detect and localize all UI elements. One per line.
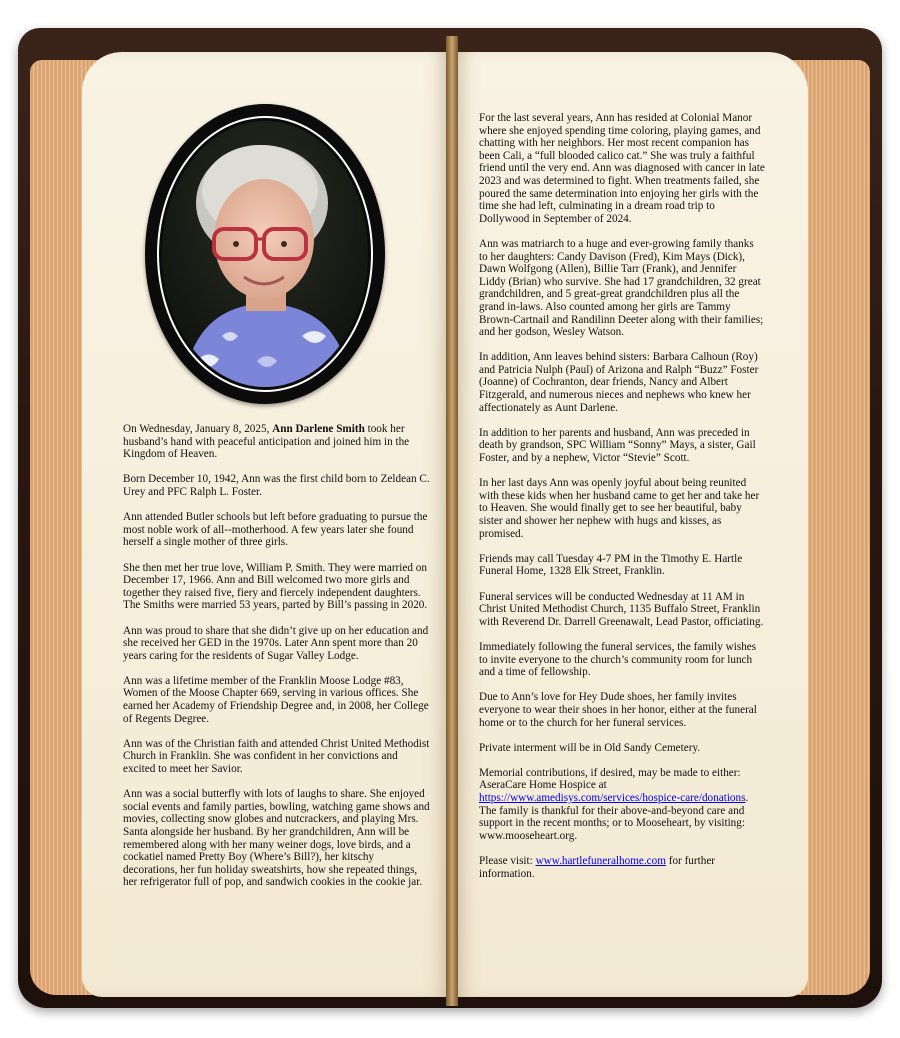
amedisys-donation-link[interactable]: https://www.amedisys.com/services/hospice-care/donations	[479, 792, 746, 805]
faith-paragraph: Ann was of the Christian faith and attended Christ United Methodist Church in Franklin. She was confident in her convictions and excited to meet her Savior.	[123, 737, 430, 776]
interment-paragraph: Private interment will be in Old Sandy Cemetery.	[479, 741, 701, 754]
deceased-name: Ann Darlene Smith	[272, 423, 365, 435]
intro-text-cont: took her husband’s hand with peaceful anticipation and joined him in the Kingdom of Heaven.	[123, 423, 410, 461]
sisters-paragraph: In addition, Ann leaves behind sisters: Barbara Calhoun (Roy) and Patricia Nulph (Paul) of Arizona and Ralph “Buzz” Foster (Joanne) of Cochranton, dear friends, Nancy and Albert Fitzgerald, and numerous nieces and nephews who knew her affectionately as Aunt Darlene.	[479, 351, 759, 414]
marriage-paragraph: She then met her true love, William P. Smith. They were married on December 17, 1966. Ann and Bill welcomed two more girls and together they raised five, fiery and fiercely independent daughters. The Smiths were married 53 years, parted by Bill’s passing in 2020.	[123, 561, 428, 612]
hobbies-paragraph: Ann was a social butterfly with lots of laughs to share. She enjoyed social events and family parties, bowling, watching game shows and movies, collecting snow globes and nutcrackers, and playing Mrs. Santa alongside her husband. By her grandchildren, Ann will be remembered along with her many weiner dogs, love birds, and a cockatiel named Pretty Boy (Where’s Bill?), her kitschy decorations, her fun holiday sweatshirts, how she repeated things, her refrigerator full of pop, and sandwich cookies in the cookie jar.	[123, 788, 430, 889]
right-column-text	[479, 112, 765, 893]
preceded-paragraph: In addition to her parents and husband, Ann was preceded in death by grandson, SPC William “Sonny” Mays, a sister, Gail Foster, and by a nephew, Victor “Stevie” Scott.	[479, 426, 756, 465]
memorial-paragraph	[479, 767, 765, 843]
memorial-text-cont: . The family is thankful for their above-and-beyond care and support in the recent months; or to Mooseheart, by visiting: www.mooseheart.org.	[479, 792, 749, 842]
funeral-paragraph: Funeral services will be conducted Wednesday at 11 AM in Christ United Methodist Church, 1135 Buffalo Street, Franklin with Reverend Dr. Darrell Greenawalt, Lead Pastor, officiating.	[479, 590, 764, 628]
memorial-text: Memorial contributions, if desired, may be made to either: AseraCare Home Hospice at	[479, 766, 741, 792]
visit-paragraph	[479, 855, 765, 880]
moose-lodge-paragraph: Ann was a lifetime member of the Franklin Moose Lodge #83, Women of the Moose Chapter 669, serving in various offices. She earned her Academy of Friendship Degree and, in 2008, her College of Regents Degree.	[123, 674, 429, 725]
funeral-home-link[interactable]: www.hartlefuneralhome.com	[535, 855, 666, 868]
colonial-manor-paragraph: For the last several years, Ann has resided at Colonial Manor where she enjoyed spending time coloring, playing games, and chatting with her neighbors. Her most recent companion has been Cali, a “full blooded calico cat.” She was truly a faithful friend until the very end. Ann was diagnosed with cancer in late 2023 and was determined to fight. When treatments failed, she poured the same determination into enjoying her girls with the time she had left, culminating in a dream road trip to Dollywood in September of 2024.	[479, 112, 765, 225]
visit-text-cont: for further information.	[479, 855, 716, 880]
left-column-text	[123, 423, 431, 902]
education-paragraph: Ann attended Butler schools but left before graduating to pursue the most noble work of all--motherhood. A few years later she found herself a single mother of three girls.	[123, 511, 428, 549]
career-paragraph: Ann was proud to share that she didn’t give up on her education and she received her GED in the 1970s. Later Ann spent more than 20 years caring for the residents of Sugar Valley Lodge.	[123, 624, 429, 662]
fellowship-paragraph: Immediately following the funeral services, the family wishes to invite everyone to the church’s community room for lunch and a time of fellowship.	[479, 640, 757, 679]
birth-paragraph: Born December 10, 1942, Ann was the first child born to Zeldean C. Urey and PFC Ralph L. Foster.	[123, 473, 430, 498]
family-paragraph: Ann was matriarch to a huge and ever-growing family thanks to her daughters: Candy Davison (Fred), Kim Mays (Dick), Dawn Wolfgong (Allen), Billie Tarr (Frank), and Jennifer Liddy (Brian) who survive. She had 17 grandchildren, 32 great grandchildren, and 5 great-great grandchildren plus all the grand in-laws. Also counted among her girls are Tammy Brown-Cartnail and Randilinn Deeter along with their families; and her godson, Wesley Watson.	[479, 237, 764, 339]
intro-text: On Wednesday, January 8, 2025,	[123, 423, 273, 435]
visit-text: Please visit:	[479, 855, 536, 868]
visitation-paragraph: Friends may call Tuesday 4-7 PM in the Timothy E. Hartle Funeral Home, 1328 Elk Street, Franklin.	[479, 552, 743, 578]
portrait-ring	[157, 116, 373, 392]
obituary-intro-paragraph	[123, 423, 431, 461]
hey-dude-paragraph: Due to Ann’s love for Hey Dude shoes, her family invites everyone to wear their shoes in her honor, either at the funeral home or to the church for her funeral services.	[479, 691, 757, 729]
last-days-paragraph: In her last days Ann was openly joyful about being reunited with these kids when her husband came to get her and take her to Heaven. She would finally get to see her beautiful, baby sister and shower her nephew with hugs and kisses, as promised.	[479, 477, 760, 540]
book-spine	[446, 36, 458, 1006]
